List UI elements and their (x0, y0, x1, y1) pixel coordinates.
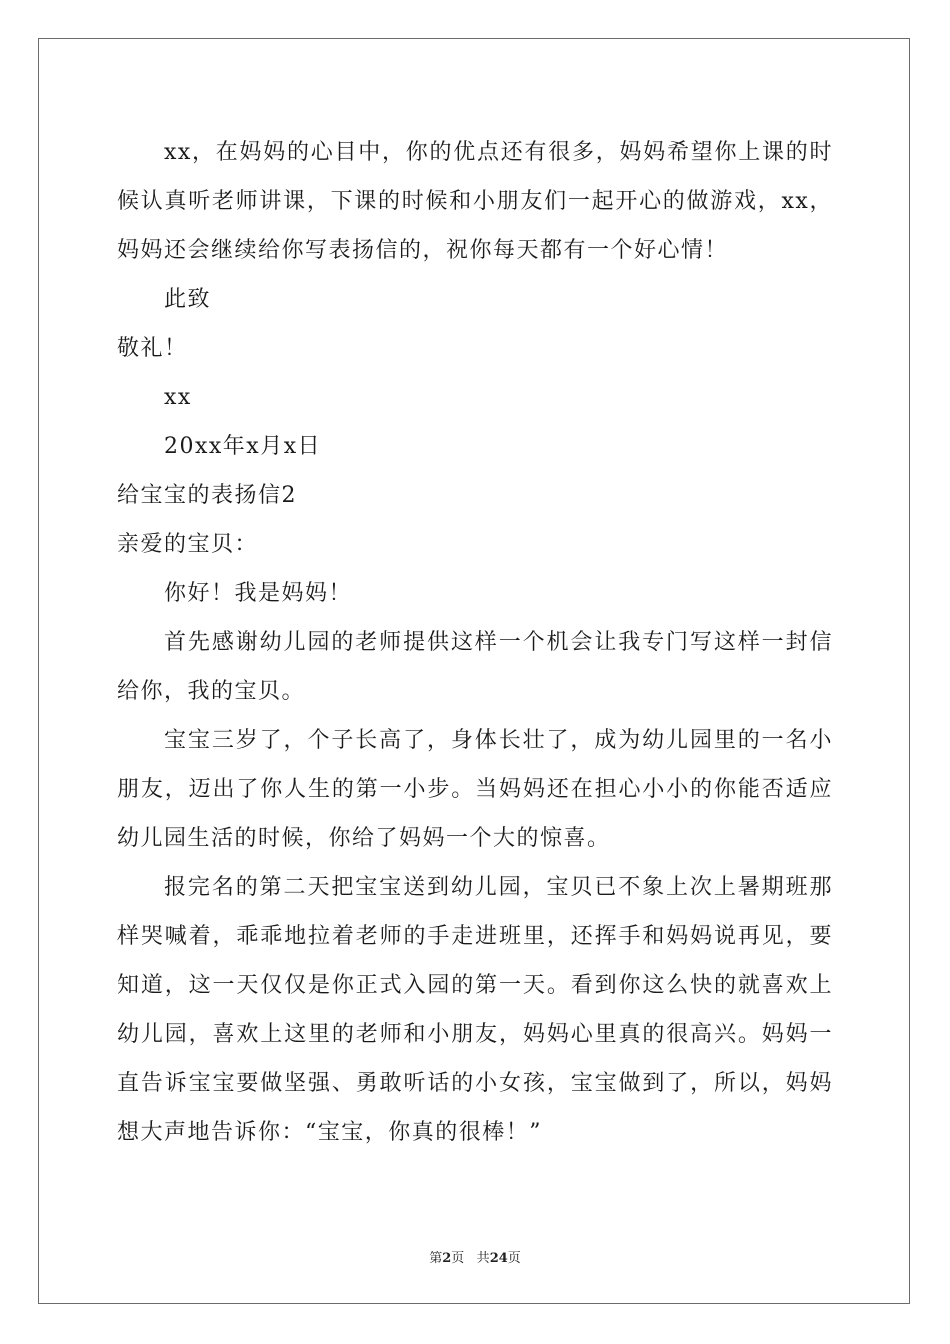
section-title: 给宝宝的表扬信2 (117, 483, 297, 508)
page-prefix: 第 (429, 1251, 443, 1266)
letter-greeting: 亲爱的宝贝： (117, 532, 259, 557)
page-number: 2 (442, 1251, 452, 1266)
paragraph-closing-wish: xx，在妈妈的心目中，你的优点还有很多，妈妈希望你上课的时候认真听老师讲课，下课的时候和小朋友们一起开心的做游戏，xx，妈妈还会继续给你写表扬信的，祝你每天都有一个好心情！ (117, 140, 833, 263)
paragraph-growth: 宝宝三岁了，个子长高了，身体长壮了，成为幼儿园里的一名小朋友，迈出了你人生的第一小步。当妈妈还在担心小小的你能否适应幼儿园生活的时候，你给了妈妈一个大的惊喜。 (117, 728, 833, 851)
salutation-jingli: 敬礼！ (117, 336, 188, 361)
signature: xx (164, 385, 192, 410)
total-suffix: 页 (507, 1251, 521, 1266)
letter-date: 20xx年x月x日 (164, 434, 322, 459)
paragraph-thanks: 首先感谢幼儿园的老师提供这样一个机会让我专门写这样一封信给你，我的宝贝。 (117, 630, 833, 704)
page-suffix: 页 (451, 1251, 465, 1266)
total-pages: 24 (489, 1251, 508, 1266)
page-footer (0, 1247, 950, 1266)
paragraph-first-day: 报完名的第二天把宝宝送到幼儿园，宝贝已不象上次上暑期班那样哭喊着，乖乖地拉着老师的手走进班里，还挥手和妈妈说再见，要知道，这一天仅仅是你正式入园的第一天。看到你这么快的就喜欢上幼儿园，喜欢上这里的老师和小朋友，妈妈心里真的很高兴。妈妈一直告诉宝宝要做坚强、勇敢听话的小女孩，宝宝做到了，所以，妈妈想大声地告诉你：“宝宝，你真的很棒！” (117, 875, 833, 1145)
paragraph-hello: 你好！我是妈妈！ (164, 581, 353, 606)
total-prefix: 共 (476, 1251, 490, 1266)
salutation-cizhi: 此致 (164, 287, 212, 312)
document-body (117, 128, 833, 1157)
